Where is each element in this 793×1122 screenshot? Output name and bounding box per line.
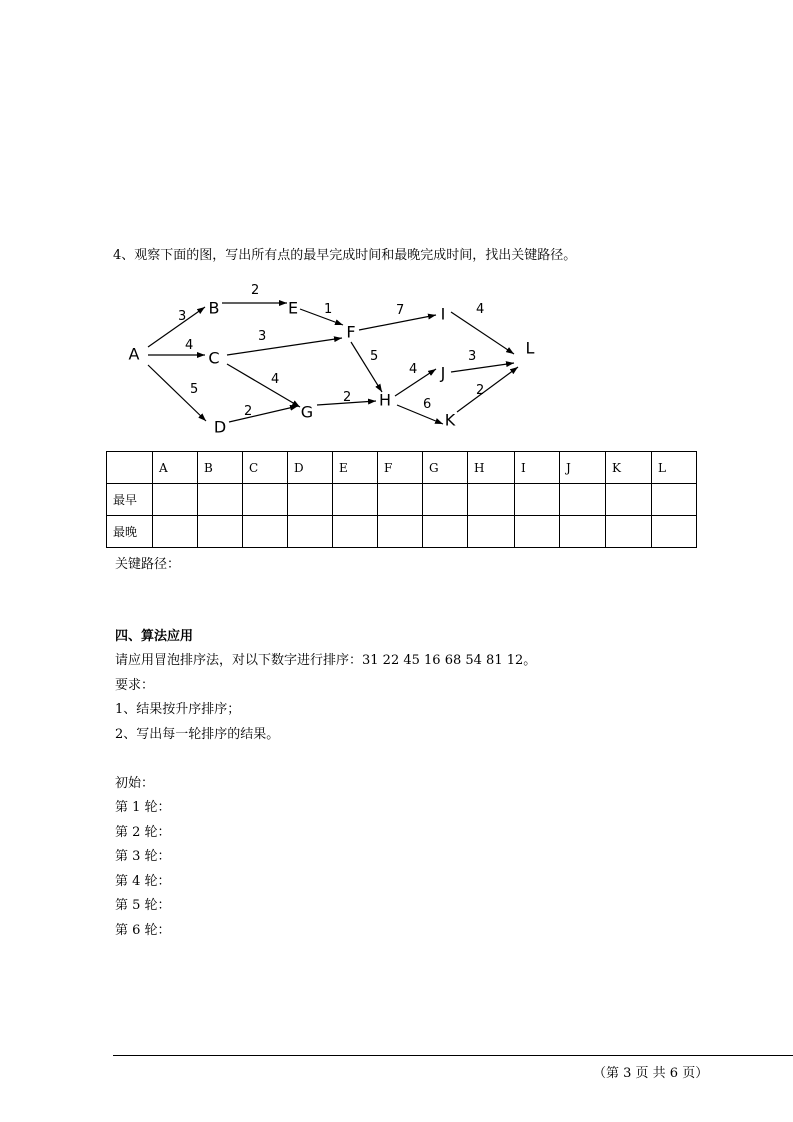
answer-cell[interactable] xyxy=(198,516,243,548)
table-header-j: J xyxy=(560,452,606,484)
edge-weight-e-f: 1 xyxy=(324,302,333,317)
answer-cell[interactable] xyxy=(378,484,423,516)
answer-cell[interactable] xyxy=(153,484,198,516)
node-a: A xyxy=(128,344,140,364)
answer-cell[interactable] xyxy=(423,516,468,548)
answer-cell[interactable] xyxy=(153,516,198,548)
table-header-k: K xyxy=(606,452,652,484)
node-l: L xyxy=(525,338,535,358)
table-header-c: C xyxy=(243,452,288,484)
answer-cell[interactable] xyxy=(423,484,468,516)
table-header-g: G xyxy=(423,452,468,484)
answer-cell[interactable] xyxy=(378,516,423,548)
node-c: C xyxy=(208,348,220,368)
page-number: （第 3 页 共 6 页） xyxy=(593,1066,709,1081)
edge-weight-f-h: 5 xyxy=(370,349,379,364)
critical-path-label: 关键路径： xyxy=(115,557,181,572)
round-3-label: 第 3 轮： xyxy=(115,849,171,864)
table-header-l: L xyxy=(652,452,697,484)
edge-k-l xyxy=(457,367,518,412)
edge-weight-d-g: 2 xyxy=(244,404,253,419)
edge-c-f xyxy=(227,338,342,355)
table-row-label: 最早 xyxy=(107,484,153,516)
edge-weight-k-l: 2 xyxy=(476,383,485,398)
answer-cell[interactable] xyxy=(333,484,378,516)
node-f: F xyxy=(346,322,356,342)
edge-weight-h-j: 4 xyxy=(409,362,418,377)
answer-cell[interactable] xyxy=(606,484,652,516)
node-k: K xyxy=(444,410,456,430)
edge-weight-a-c: 4 xyxy=(185,338,194,353)
edge-weight-a-b: 3 xyxy=(178,309,187,324)
table-corner-cell xyxy=(107,452,153,484)
table-row xyxy=(107,516,697,548)
requirements-label: 要求： xyxy=(115,678,155,693)
edge-h-k xyxy=(397,405,443,424)
round-1-label: 第 1 轮： xyxy=(115,800,171,815)
edge-weight-c-f: 3 xyxy=(258,329,267,344)
answer-cell[interactable] xyxy=(515,516,560,548)
edge-i-l xyxy=(451,312,514,354)
node-i: I xyxy=(440,304,446,324)
table-header-row xyxy=(107,452,697,484)
critical-path-network-diagram xyxy=(110,275,560,440)
edge-weight-c-g: 4 xyxy=(271,372,280,387)
answer-cell[interactable] xyxy=(606,516,652,548)
table-header-f: F xyxy=(378,452,423,484)
requirement-1: 1、结果按升序排序； xyxy=(115,702,241,717)
time-table xyxy=(106,451,697,548)
node-h: H xyxy=(378,390,392,410)
answer-cell[interactable] xyxy=(652,516,697,548)
answer-cell[interactable] xyxy=(560,516,606,548)
node-g: G xyxy=(300,402,314,422)
footer-divider xyxy=(113,1055,793,1056)
table-header-e: E xyxy=(333,452,378,484)
answer-cell[interactable] xyxy=(243,516,288,548)
edge-weight-h-k: 6 xyxy=(423,397,432,412)
answer-cell[interactable] xyxy=(652,484,697,516)
node-j: J xyxy=(440,363,446,383)
section-4-title: 四、算法应用 xyxy=(115,629,194,644)
edge-c-g xyxy=(227,364,300,407)
answer-cell[interactable] xyxy=(468,516,515,548)
node-d: D xyxy=(213,417,227,437)
table-row xyxy=(107,484,697,516)
node-e: E xyxy=(287,298,299,318)
answer-cell[interactable] xyxy=(243,484,288,516)
edge-a-b xyxy=(148,307,205,347)
edge-weight-b-e: 2 xyxy=(251,283,260,298)
edge-weight-a-d: 5 xyxy=(190,382,199,397)
edge-weight-f-i: 7 xyxy=(396,303,405,318)
edge-weight-i-l: 4 xyxy=(476,302,485,317)
answer-cell[interactable] xyxy=(288,484,333,516)
edge-e-f xyxy=(300,309,343,325)
edge-weight-j-l: 3 xyxy=(468,349,477,364)
answer-cell[interactable] xyxy=(198,484,243,516)
answer-cell[interactable] xyxy=(515,484,560,516)
round-4-label: 第 4 轮： xyxy=(115,874,171,889)
initial-label: 初始： xyxy=(115,776,155,791)
answer-cell[interactable] xyxy=(288,516,333,548)
edge-d-g xyxy=(229,406,298,422)
table-header-h: H xyxy=(468,452,515,484)
edge-j-l xyxy=(451,363,514,372)
table-header-b: B xyxy=(198,452,243,484)
round-2-label: 第 2 轮： xyxy=(115,825,171,840)
table-header-a: A xyxy=(153,452,198,484)
bubble-sort-instruction: 请应用冒泡排序法，对以下数字进行排序：31 22 45 16 68 54 81 12。 xyxy=(115,653,537,668)
answer-cell[interactable] xyxy=(333,516,378,548)
answer-cell[interactable] xyxy=(560,484,606,516)
table-row-label: 最晚 xyxy=(107,516,153,548)
table-header-i: I xyxy=(515,452,560,484)
round-6-label: 第 6 轮： xyxy=(115,923,171,938)
edge-weight-g-h: 2 xyxy=(343,390,352,405)
question-4-prompt: 4、观察下面的图，写出所有点的最早完成时间和最晚完成时间，找出关键路径。 xyxy=(113,248,577,263)
node-b: B xyxy=(208,298,220,318)
table-header-d: D xyxy=(288,452,333,484)
round-5-label: 第 5 轮： xyxy=(115,898,171,913)
answer-cell[interactable] xyxy=(468,484,515,516)
requirement-2: 2、写出每一轮排序的结果。 xyxy=(115,727,280,742)
